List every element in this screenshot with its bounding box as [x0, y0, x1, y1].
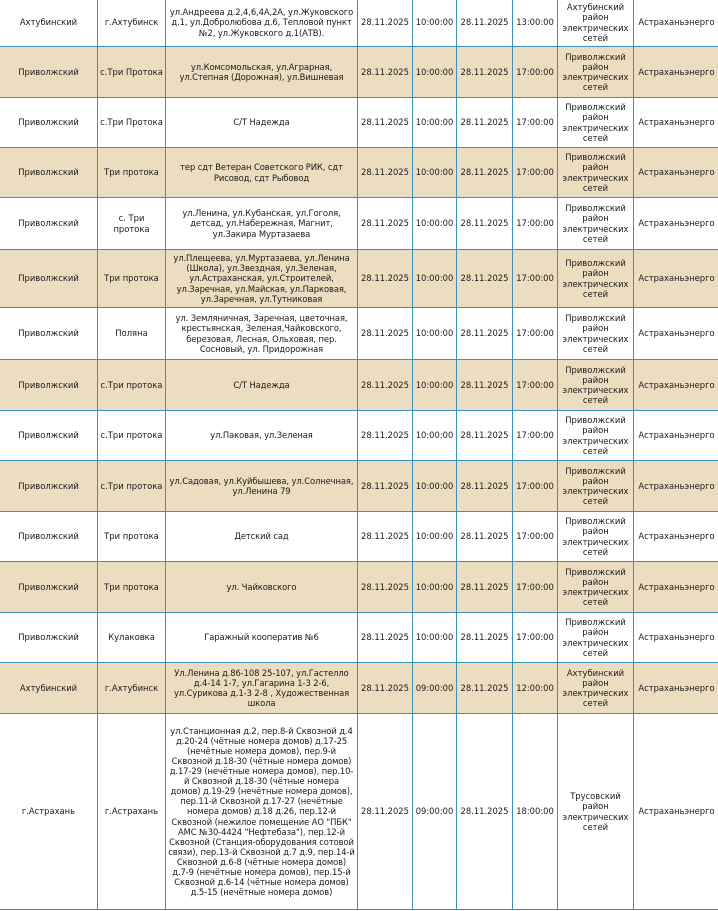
org-cell: Астраханьэнерго — [634, 47, 718, 98]
table-row — [0, 411, 718, 461]
start-time-cell: 09:00:00 — [413, 714, 457, 910]
locality-cell: с.Три Протока — [98, 98, 166, 148]
table-row — [0, 47, 718, 98]
start-time-cell: 10:00:00 — [413, 512, 457, 562]
start-time-cell: 10:00:00 — [413, 148, 457, 198]
unit-cell: Трусовский район электрических сетей — [558, 714, 634, 910]
locality-cell: с.Три протока — [98, 461, 166, 512]
unit-cell: Ахтубинский район электрических сетей — [558, 0, 634, 47]
start-date-cell: 28.11.2025 — [358, 411, 413, 461]
unit-cell: Приволжский район электрических сетей — [558, 411, 634, 461]
district-cell: Приволжский — [0, 461, 98, 512]
start-time-cell: 10:00:00 — [413, 0, 457, 47]
end-date-cell: 28.11.2025 — [457, 47, 513, 98]
locality-cell: Три протока — [98, 250, 166, 308]
start-date-cell: 28.11.2025 — [358, 250, 413, 308]
end-time-cell: 17:00:00 — [513, 562, 558, 613]
end-time-cell: 18:00:00 — [513, 714, 558, 910]
locality-cell: с. Три протока — [98, 198, 166, 250]
streets-cell: Гаражный кооператив №6 — [166, 613, 358, 663]
org-cell: Астраханьэнерго — [634, 98, 718, 148]
district-cell: Приволжский — [0, 512, 98, 562]
unit-cell: Приволжский район электрических сетей — [558, 613, 634, 663]
table-row — [0, 512, 718, 562]
unit-cell: Приволжский район электрических сетей — [558, 562, 634, 613]
end-time-cell: 17:00:00 — [513, 411, 558, 461]
locality-cell: Кулаковка — [98, 613, 166, 663]
streets-cell: Ул.Ленина д.86-108 25-107, ул.Гастелло д.4-14 1-7, ул.Гагарина 1-3 2-6, ул.Сурикова д.1-3 2-8 , Художественная школа — [166, 663, 358, 714]
district-cell: Приволжский — [0, 308, 98, 360]
org-cell: Астраханьэнерго — [634, 148, 718, 198]
streets-cell: ул.Садовая, ул.Куйбышева, ул.Солнечная, ул.Ленина 79 — [166, 461, 358, 512]
end-date-cell: 28.11.2025 — [457, 411, 513, 461]
district-cell: Приволжский — [0, 198, 98, 250]
start-date-cell: 28.11.2025 — [358, 562, 413, 613]
locality-cell: Поляна — [98, 308, 166, 360]
streets-cell: ул.Комсомольская, ул.Аграрная, ул.Степная (Дорожная), ул.Вишневая — [166, 47, 358, 98]
end-date-cell: 28.11.2025 — [457, 613, 513, 663]
district-cell: Приволжский — [0, 613, 98, 663]
end-date-cell: 28.11.2025 — [457, 0, 513, 47]
table-row — [0, 663, 718, 714]
end-date-cell: 28.11.2025 — [457, 360, 513, 411]
org-cell: Астраханьэнерго — [634, 250, 718, 308]
org-cell: Астраханьэнерго — [634, 198, 718, 250]
streets-cell: ул.Плещеева, ул.Муртазаева, ул.Ленина (Школа), ул.Звездная, ул.Зеленая, ул.Астраханская, ул.Строителей, ул.Заречная, ул.Майская, ул.Парковая, ул.Заречная, ул.Тутниковая — [166, 250, 358, 308]
start-time-cell: 09:00:00 — [413, 663, 457, 714]
end-time-cell: 17:00:00 — [513, 512, 558, 562]
org-cell: Астраханьэнерго — [634, 461, 718, 512]
start-date-cell: 28.11.2025 — [358, 360, 413, 411]
streets-cell: ул.Паковая, ул.Зеленая — [166, 411, 358, 461]
start-date-cell: 28.11.2025 — [358, 98, 413, 148]
locality-cell: г.Ахтубинск — [98, 0, 166, 47]
district-cell: Приволжский — [0, 562, 98, 613]
unit-cell: Приволжский район электрических сетей — [558, 360, 634, 411]
unit-cell: Приволжский район электрических сетей — [558, 461, 634, 512]
start-time-cell: 10:00:00 — [413, 98, 457, 148]
org-cell: Астраханьэнерго — [634, 0, 718, 47]
district-cell: Приволжский — [0, 98, 98, 148]
district-cell: Приволжский — [0, 148, 98, 198]
locality-cell: Три протока — [98, 562, 166, 613]
end-date-cell: 28.11.2025 — [457, 512, 513, 562]
table-row — [0, 98, 718, 148]
table-row — [0, 714, 718, 910]
table-row — [0, 198, 718, 250]
unit-cell: Ахтубинский район электрических сетей — [558, 663, 634, 714]
start-date-cell: 28.11.2025 — [358, 714, 413, 910]
start-time-cell: 10:00:00 — [413, 461, 457, 512]
start-date-cell: 28.11.2025 — [358, 461, 413, 512]
org-cell: Астраханьэнерго — [634, 663, 718, 714]
district-cell: Приволжский — [0, 250, 98, 308]
end-date-cell: 28.11.2025 — [457, 461, 513, 512]
streets-cell: ул. Чайковского — [166, 562, 358, 613]
start-time-cell: 10:00:00 — [413, 250, 457, 308]
district-cell: Приволжский — [0, 360, 98, 411]
end-time-cell: 17:00:00 — [513, 98, 558, 148]
end-date-cell: 28.11.2025 — [457, 250, 513, 308]
org-cell: Астраханьэнерго — [634, 714, 718, 910]
end-date-cell: 28.11.2025 — [457, 148, 513, 198]
start-time-cell: 10:00:00 — [413, 360, 457, 411]
district-cell: Приволжский — [0, 47, 98, 98]
end-date-cell: 28.11.2025 — [457, 198, 513, 250]
end-time-cell: 17:00:00 — [513, 198, 558, 250]
org-cell: Астраханьэнерго — [634, 411, 718, 461]
streets-cell: ул. Земляничная, Заречная, цветочная, крестьянская, Зеленая,Чайковского, березовая, Лесная, Ольховая, пер. Сосновый, ул. Придорожная — [166, 308, 358, 360]
end-time-cell: 12:00:00 — [513, 663, 558, 714]
start-date-cell: 28.11.2025 — [358, 663, 413, 714]
table-row — [0, 0, 718, 47]
end-time-cell: 17:00:00 — [513, 308, 558, 360]
end-time-cell: 17:00:00 — [513, 250, 558, 308]
unit-cell: Приволжский район электрических сетей — [558, 98, 634, 148]
streets-cell: ул.Ленина, ул.Кубанская, ул.Гоголя, детсад, ул.Набережная, Магнит, ул.Закира Муртазаева — [166, 198, 358, 250]
locality-cell: Три протока — [98, 148, 166, 198]
org-cell: Астраханьэнерго — [634, 512, 718, 562]
streets-cell: С/Т Надежда — [166, 98, 358, 148]
district-cell: г.Астрахань — [0, 714, 98, 910]
streets-cell: Детский сад — [166, 512, 358, 562]
district-cell: Приволжский — [0, 411, 98, 461]
streets-cell: С/Т Надежда — [166, 360, 358, 411]
start-date-cell: 28.11.2025 — [358, 512, 413, 562]
end-date-cell: 28.11.2025 — [457, 308, 513, 360]
start-date-cell: 28.11.2025 — [358, 47, 413, 98]
org-cell: Астраханьэнерго — [634, 360, 718, 411]
district-cell: Ахтубинский — [0, 663, 98, 714]
start-time-cell: 10:00:00 — [413, 308, 457, 360]
table-row — [0, 308, 718, 360]
org-cell: Астраханьэнерго — [634, 562, 718, 613]
unit-cell: Приволжский район электрических сетей — [558, 512, 634, 562]
org-cell: Астраханьэнерго — [634, 308, 718, 360]
start-date-cell: 28.11.2025 — [358, 308, 413, 360]
locality-cell: Три протока — [98, 512, 166, 562]
unit-cell: Приволжский район электрических сетей — [558, 148, 634, 198]
start-time-cell: 10:00:00 — [413, 562, 457, 613]
end-time-cell: 17:00:00 — [513, 148, 558, 198]
start-time-cell: 10:00:00 — [413, 47, 457, 98]
streets-cell: ул.Станционная д.2, пер.8-й Сквозной д.4 д.20-24 (чётные номера домов) д.17-25 (нечётные номера домов), пер.9-й Сквозной д.18-30 (чётные номера домов) д.17-29 (нечётные номера домов), пер.10-й Сквозной д.18-30 (чётные номера домов) д.19-29 (нечётные номера домов), пер.11-й Сквозной д.17-27 (нечётные номера домов) д.18 д.26, пер.12-й Сквозной (нежилое помещение АО "ПБК" АМС №30-4424 "Нефтебаза"), пер.12-й Сквозной (Станция-оборудования сотовой связи), пер.13-й Сквозной д.7 д.9, пер.14-й Сквозной д.6-8 (чётные номера домов) д.7-9 (нечётные номера домов), пер.15-й Сквозной д.6-14 (чётные номера домов) д.5-15 (нечётные номера домов) — [166, 714, 358, 910]
start-date-cell: 28.11.2025 — [358, 613, 413, 663]
table-row — [0, 360, 718, 411]
start-time-cell: 10:00:00 — [413, 613, 457, 663]
end-date-cell: 28.11.2025 — [457, 98, 513, 148]
end-time-cell: 17:00:00 — [513, 461, 558, 512]
end-time-cell: 17:00:00 — [513, 360, 558, 411]
org-cell: Астраханьэнерго — [634, 613, 718, 663]
start-time-cell: 10:00:00 — [413, 198, 457, 250]
end-date-cell: 28.11.2025 — [457, 562, 513, 613]
streets-cell: ул.Андреева д.2,4,6,4А,2А, ул.Жуковского д.1, ул.Добролюбова д.6, Тепловой пункт №2, ул.Жуковского д.1(АТВ). — [166, 0, 358, 47]
unit-cell: Приволжский район электрических сетей — [558, 198, 634, 250]
table-row — [0, 613, 718, 663]
start-date-cell: 28.11.2025 — [358, 148, 413, 198]
locality-cell: с.Три Протока — [98, 47, 166, 98]
unit-cell: Приволжский район электрических сетей — [558, 47, 634, 98]
unit-cell: Приволжский район электрических сетей — [558, 250, 634, 308]
start-time-cell: 10:00:00 — [413, 411, 457, 461]
end-date-cell: 28.11.2025 — [457, 663, 513, 714]
locality-cell: с.Три протока — [98, 360, 166, 411]
unit-cell: Приволжский район электрических сетей — [558, 308, 634, 360]
end-date-cell: 28.11.2025 — [457, 714, 513, 910]
district-cell: Ахтубинский — [0, 0, 98, 47]
start-date-cell: 28.11.2025 — [358, 0, 413, 47]
end-time-cell: 17:00:00 — [513, 47, 558, 98]
start-date-cell: 28.11.2025 — [358, 198, 413, 250]
table-row — [0, 461, 718, 512]
locality-cell: г.Астрахань — [98, 714, 166, 910]
locality-cell: с.Три протока — [98, 411, 166, 461]
table-row — [0, 250, 718, 308]
end-time-cell: 17:00:00 — [513, 613, 558, 663]
locality-cell: г.Ахтубинск — [98, 663, 166, 714]
table-row — [0, 148, 718, 198]
table-row — [0, 562, 718, 613]
streets-cell: тер сдт Ветеран Советского РИК, сдт Рисовод, сдт Рыбовод — [166, 148, 358, 198]
end-time-cell: 13:00:00 — [513, 0, 558, 47]
